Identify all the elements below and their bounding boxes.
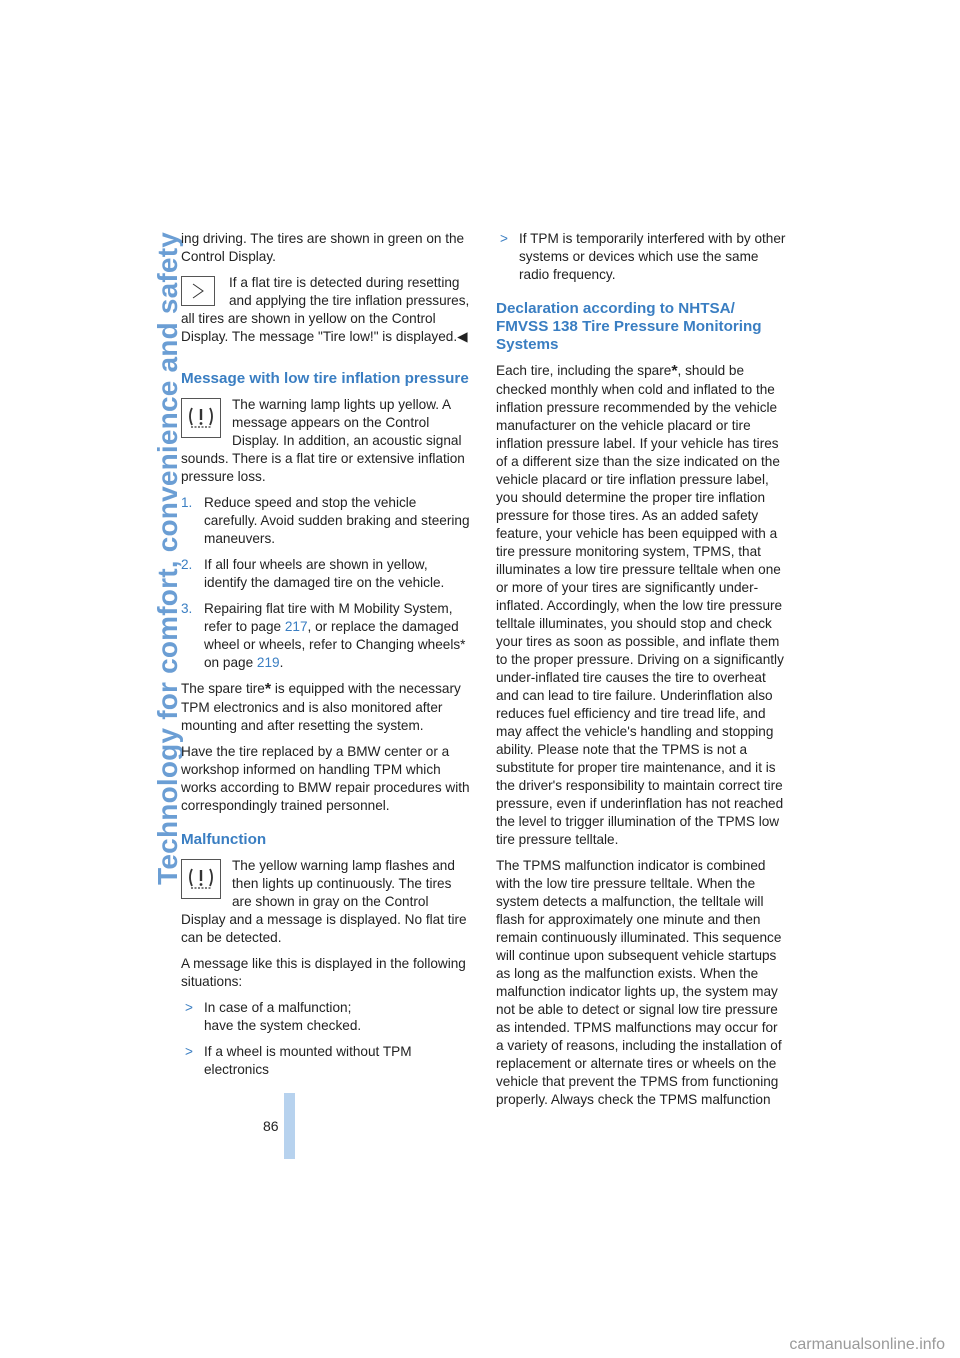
right-column bbox=[496, 230, 788, 1117]
intro-paragraph: ing driving. The tires are shown in green on the Control Display. bbox=[181, 231, 465, 264]
malfunction-indicator-paragraph: The TPMS malfunction indicator is combined with the low tire pressure telltale. When the system detects a malfunction, the telltale will flash for approximately one minute and then remain continuously illuminated. This sequence will continue upon subsequent vehicle startups as long as the malfunction exists. When the malfunction indicator lights up, the system may not be able to detect or signal low tire pressure as intended. TPMS malfunctions may occur for a variety of reasons, including the installation of replacement or alternate tires or wheels on the vehicle that prevent the TPMS from functioning properly. Always check the TPMS malfunction bbox=[496, 858, 782, 1107]
malfunction-block bbox=[181, 857, 471, 955]
heading-malfunction: Malfunction bbox=[181, 831, 267, 848]
situations-list bbox=[181, 999, 471, 1079]
page-marker-bar bbox=[284, 1093, 295, 1159]
left-column bbox=[181, 230, 471, 1087]
note-end-mark: ◀ bbox=[457, 329, 468, 344]
optional-star: * bbox=[671, 363, 678, 380]
optional-star: * bbox=[264, 681, 272, 698]
steps-list bbox=[181, 494, 471, 672]
page-link-217[interactable]: 217 bbox=[284, 619, 308, 634]
note-text: If a flat tire is detected during resetting and applying the tire inflation pressures, all tires are shown in yellow on the Control Display. The message "Tire low!" is displayed. bbox=[181, 275, 470, 344]
tire-pressure-warning-icon bbox=[181, 859, 221, 899]
list-item: > If TPM is temporarily interfered with by other systems or devices which use the same radio frequency. bbox=[500, 231, 786, 282]
list-item: 2. If all four wheels are shown in yellow, identify the damaged tire on the vehicle. bbox=[181, 557, 445, 590]
low-pressure-block bbox=[181, 396, 471, 494]
interference-list bbox=[496, 230, 788, 284]
tire-pressure-warning-icon bbox=[181, 398, 221, 438]
list-item: > In case of a malfunction; have the system checked. bbox=[185, 1000, 362, 1033]
declaration-paragraph: Each tire, including the spare*, should be checked monthly when cold and inflated to the inflation pressure recommended by the vehicle manufacturer on the vehicle placard or tire inflation pressure label. If your vehicle has tires of a different size than the size indicated on the vehicle placard or tire inflation pressure label, you should determine the proper tire inflation pressure for those tires. As an added safety feature, your vehicle has been equipped with a tire pressure monitoring system, TPMS, that illuminates a low tire pressure telltale when one or more of your tires are significantly under-inflated. Accordingly, when the low tire pressure telltale illuminates, you should stop and check your tires as soon as possible, and inflate them to the proper pressure. Driving on a significantly under-inflated tire causes the tire to overheat and can lead to tire failure. Underinflation also reduces fuel efficiency and tire tread life, and may affect the vehicle's handling and stopping ability. Please note that the TPMS is not a substitute for proper tire maintenance, and it is the driver's responsibility to maintain correct tire pressure, even if underinflation has not reached the level to trigger illumination of the TPMS low tire pressure telltale. bbox=[496, 363, 784, 847]
side-section-title: Technology for comfort, convenience and safety bbox=[152, 232, 183, 885]
malfunction-text: The yellow warning lamp flashes and then lights up continuously. The tires are shown in gray on the Control Display and a message is displayed. No flat tire can be detected. bbox=[181, 858, 467, 945]
list-item: 3. Repairing flat tire with M Mobility System, refer to page 217, or replace the damaged wheel or wheels, refer to Changing wheels* on page 219. bbox=[181, 601, 466, 670]
spare-tire-paragraph: The spare tire* is equipped with the necessary TPM electronics and is also monitored after mounting and after resetting the system. bbox=[181, 681, 461, 733]
note-block bbox=[181, 274, 471, 354]
list-item: 1. Reduce speed and stop the vehicle carefully. Avoid sudden braking and steering maneuvers. bbox=[181, 495, 470, 546]
page-link-219[interactable]: 219 bbox=[256, 655, 280, 670]
replace-paragraph: Have the tire replaced by a BMW center or a workshop informed on handling TPM which works according to BMW repair procedures with correspondingly trained personnel. bbox=[181, 744, 470, 813]
watermark: carmanualsonline.info bbox=[789, 1336, 945, 1353]
list-item: > If a wheel is mounted without TPM electronics bbox=[185, 1044, 412, 1077]
page-number: 86 bbox=[263, 1118, 279, 1134]
situations-paragraph: A message like this is displayed in the following situations: bbox=[181, 956, 466, 989]
low-pressure-text: The warning lamp lights up yellow. A message appears on the Control Display. In addition, an acoustic signal sounds. There is a flat tire or extensive inflation pressure loss. bbox=[181, 397, 465, 484]
note-triangle-icon bbox=[181, 276, 215, 306]
heading-declaration: Declaration according to NHTSA/ FMVSS 138 Tire Pressure Monitoring Systems bbox=[496, 300, 762, 353]
heading-low-pressure: Message with low tire inflation pressure bbox=[181, 370, 469, 387]
